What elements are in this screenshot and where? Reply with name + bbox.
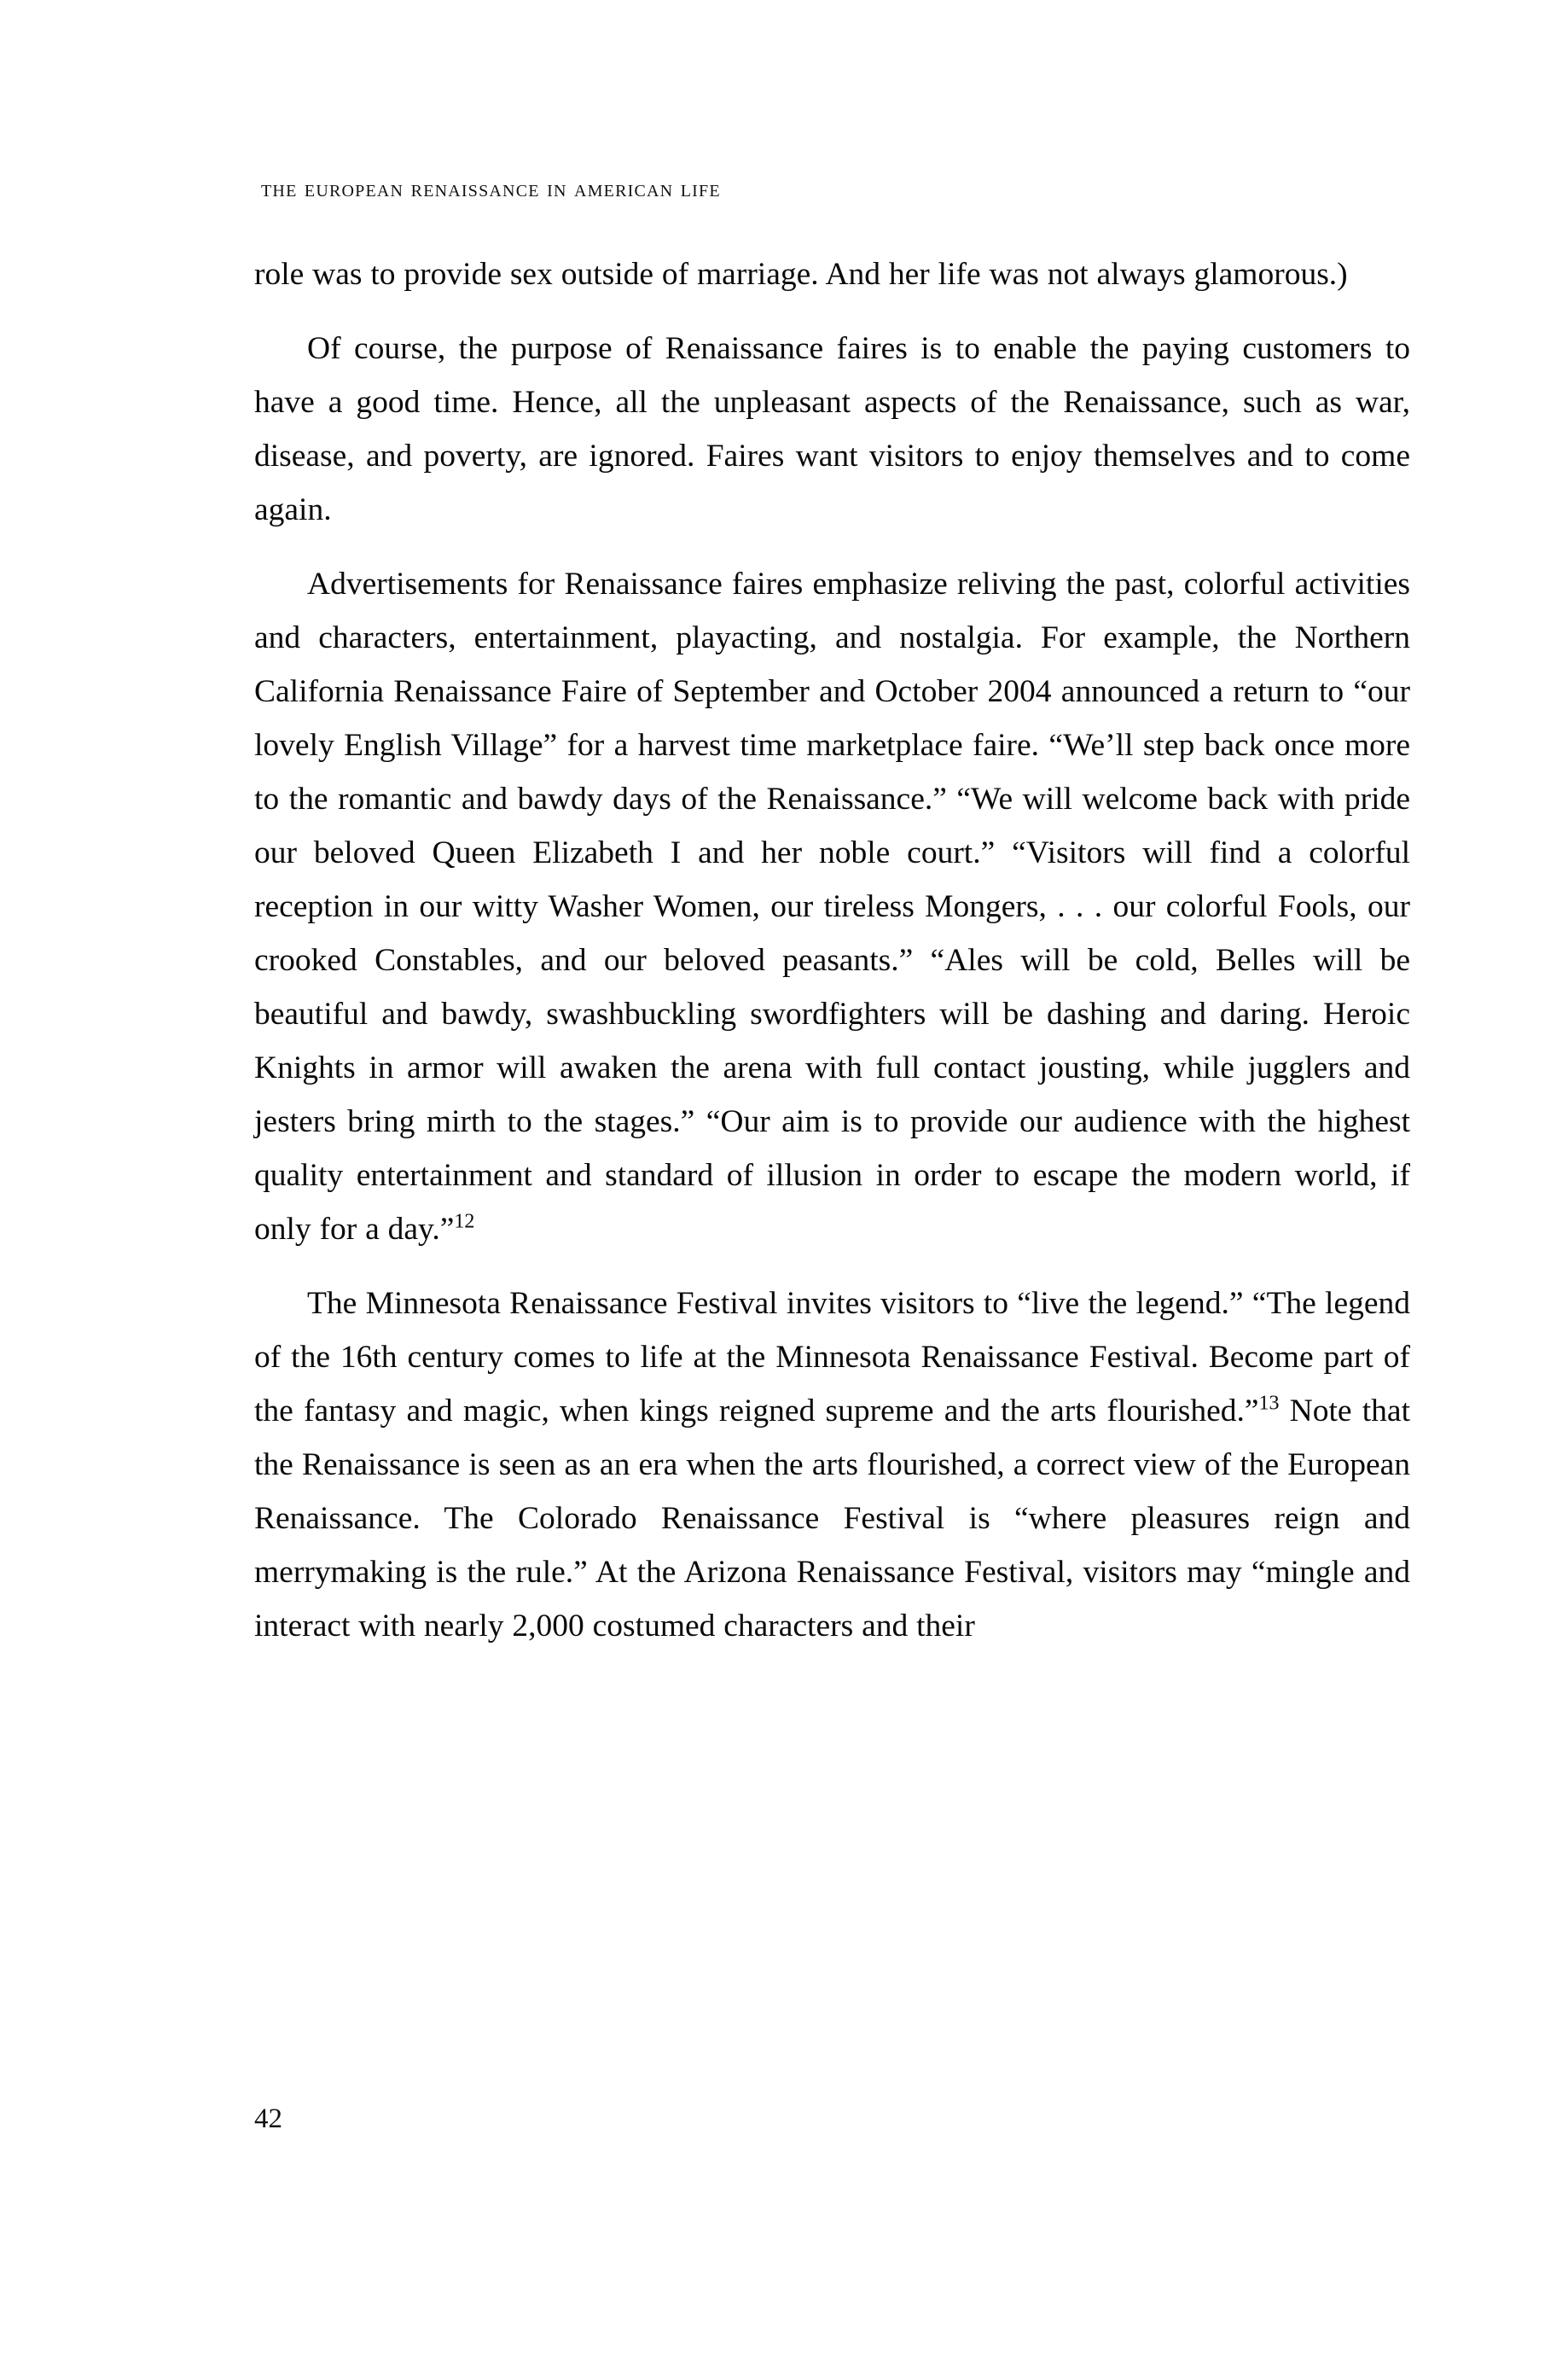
paragraph-minnesota-text-before-note: The Minnesota Renaissance Festival invites visitors to “live the legend.” “The legend of the 16th century comes to life at the Minnesota Renaissance Festival. Become part of the fantasy and magic, when kings reigned supreme and the arts flourished.” [254,1286,1410,1428]
paragraph-advertisements [254,557,1410,1256]
paragraph-continued: role was to provide sex outside of marriage. And her life was not always glamorous.) [254,257,1348,292]
footnote-marker-13: 13 [1258,1392,1280,1415]
page-content [254,175,1410,1653]
page-number: 42 [254,2103,282,2134]
paragraph-minnesota [254,1277,1410,1653]
paragraph-purpose: Of course, the purpose of Renaissance faires is to enable the paying customers to have a good time. Hence, all the unpleasant aspects of the Renaissance, such as war, disease, and poverty, are ignored. Faires want visitors to enjoy themselves and to come again. [254,331,1410,527]
paragraph-advertisements-text: Advertisements for Renaissance faires emphasize reliving the past, colorful activities and characters, entertainment, playacting, and nostalgia. For example, the Northern California Renaissance Faire of September and October 2004 announced a return to “our lovely English Village” for a harvest time marketplace faire. “We’ll step back once more to the romantic and bawdy days of the Renaissance.” “We will welcome back with pride our beloved Queen Elizabeth I and her noble court.” “Visitors will find a colorful reception in our witty Washer Women, our tireless Mongers, . . . our colorful Fools, our crooked Constables, and our beloved peasants.” “Ales will be cold, Belles will be beautiful and bawdy, swashbuckling swordfighters will be dashing and daring. Heroic Knights in armor will awaken the arena with full contact jousting, while jugglers and jesters bring mirth to the stages.” “Our aim is to provide our audience with the highest quality entertainment and standard of illusion in order to escape the modern world, if only for a day.” [254,567,1410,1247]
running-head: the european renaissance in american life [261,175,721,202]
paragraph-minnesota-text-after-note: Note that the Renaissance is seen as an era when the arts flourished, a correct view of the European Renaissance. The Colorado Renaissance Festival is “where pleasures reign and merrymaking is the rule.” At the Arizona Renaissance Festival, visitors may “mingle and interact with nearly 2,000 costumed characters and their [254,1393,1410,1644]
footnote-marker-12: 12 [454,1210,475,1233]
